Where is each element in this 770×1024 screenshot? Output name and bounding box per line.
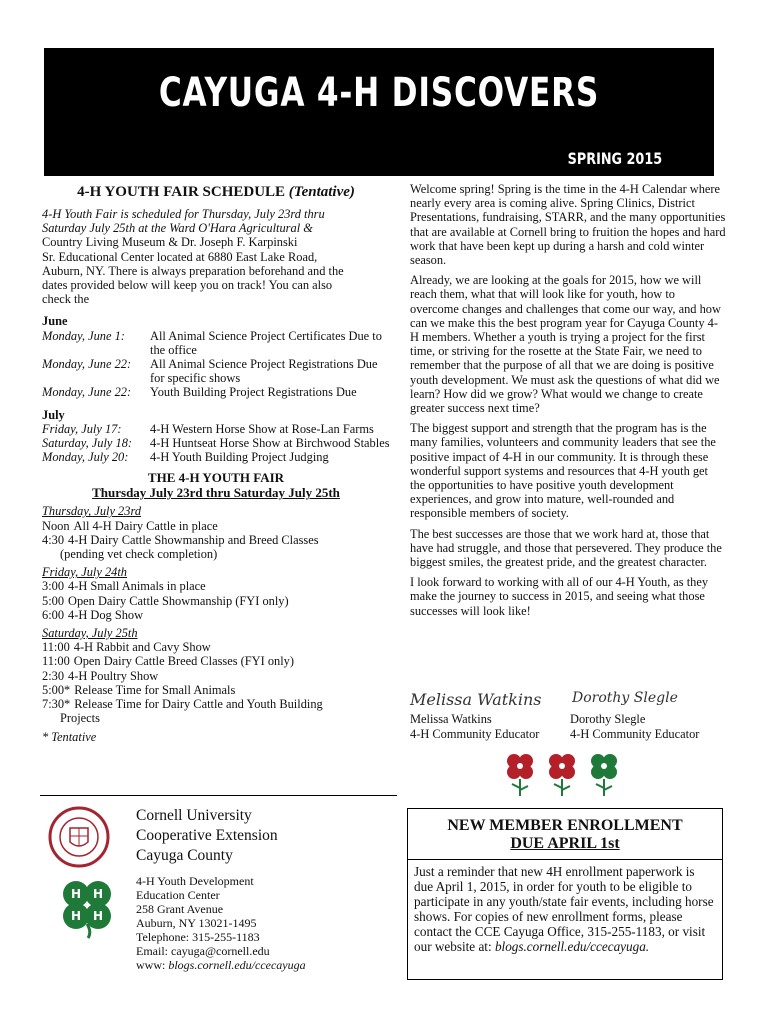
flower-icon <box>507 754 533 796</box>
website-link[interactable]: blogs.cornell.edu/ccecayuga <box>168 958 306 972</box>
event-time: 11:00 <box>42 654 70 669</box>
event-text: 4-H Rabbit and Cavy Show <box>73 640 211 655</box>
event-time: 7:30* <box>42 697 71 712</box>
fair-event <box>42 669 390 683</box>
signer-title-2: 4-H Community Educator <box>570 726 700 741</box>
event-text: All 4-H Dairy Cattle in place <box>73 518 218 533</box>
event-text: (pending vet check completion) <box>60 547 218 562</box>
schedule-event: 4-H Western Horse Show at Rose-Lan Farms <box>150 421 374 436</box>
signer-names <box>410 712 699 741</box>
fair-days <box>42 504 390 725</box>
intro-line: check the <box>42 292 90 307</box>
schedule-title: 4-H YOUTH FAIR SCHEDULE (Tentative) <box>77 184 355 200</box>
org-line-1: Cornell University <box>136 807 252 824</box>
intro-line: Sr. Educational Center located at 6880 East Lake Road, <box>42 249 318 264</box>
july-label: July <box>42 407 65 422</box>
web-label: www: <box>136 958 166 972</box>
4h-clover-icon <box>54 874 120 940</box>
event-time: 5:00* <box>42 682 71 697</box>
fair-event <box>42 683 390 697</box>
org-line-3: Cayuga County <box>136 847 233 864</box>
event-time: 2:30 <box>42 668 65 683</box>
enrollment-body: Just a reminder that new 4H enrollment paperwork is due April 1, 2015, in order for youth to be eligible to participate in any youth/state fair events, including horse shows. For copies of new enrollment forms, please contact the CCE Cayuga Office, 315-255-1183, or visit our website at: blogs.cornell.edu/ccecayuga. <box>414 864 714 954</box>
intro-line: 4-H Youth Fair is scheduled for Thursday, July 23rd thru <box>42 207 325 221</box>
signer-name-2: Dorothy Slegle <box>570 712 646 726</box>
enrollment-due: DUE APRIL 1st <box>510 835 620 852</box>
signature-watkins: Melissa Watkins <box>410 690 542 709</box>
schedule-row <box>42 436 390 450</box>
schedule-row <box>42 329 390 357</box>
fair-event <box>42 608 390 622</box>
schedule-date: Monday, June 22: <box>42 357 132 372</box>
flower-decoration <box>500 750 630 798</box>
intro-line: dates provided below will keep you on track! You can also <box>42 278 333 293</box>
address-line: Auburn, NY 13021-1495 <box>136 916 257 930</box>
svg-text:H: H <box>70 887 82 901</box>
event-text: 4-H Small Animals in place <box>68 579 206 594</box>
enrollment-title: NEW MEMBER ENROLLMENT <box>447 817 683 834</box>
intro-line: Saturday July 25th at the Ward O'Hara Agricultural & <box>42 221 313 236</box>
event-text: Projects <box>60 711 100 726</box>
schedule-event: 4-H Youth Building Project Judging <box>150 450 329 465</box>
schedule-event: Youth Building Project Registrations Due <box>150 385 357 400</box>
signature-slegle: Dorothy Slegle <box>572 690 678 706</box>
email-line: Email: cayuga@cornell.edu <box>136 944 270 958</box>
signer-title-1: 4-H Community Educator <box>410 726 540 741</box>
schedule-row <box>42 385 390 399</box>
cornell-seal-icon <box>48 806 110 868</box>
issue-season: SPRING 2015 <box>567 149 662 168</box>
welcome-paragraph: The best successes are those that we work hard at, those that have had struggle, and those that persevered. They produce the biggest smiles, the greatest pride, and the greatest character. <box>410 526 722 570</box>
flower-icon <box>549 754 575 796</box>
clover-flower-icon <box>591 754 617 796</box>
welcome-paragraph: Already, we are looking at the goals for 2015, how we will reach them, what that will look like for youth, how to overcome changes and challenges that come our way, and how can we make this the best program year for Cayuga County 4-H members. Whether a youth is trying a project for the first time, or striving for the rosette at the State Fair, we need to remember that the purpose of all that we are doing is positive youth development. We must ask the questions of what did we learn? How did we grow? What would we change to create greater success next time? <box>410 273 721 416</box>
schedule-event: All Animal Science Project Certificates Due to the office <box>150 328 382 357</box>
schedule-date: Monday, June 22: <box>42 385 132 400</box>
june-label: June <box>42 314 68 329</box>
event-time: 3:00 <box>42 579 65 594</box>
fair-event <box>42 697 390 711</box>
schedule-date: Monday, June 1: <box>42 328 125 343</box>
newsletter-title: CAYUGA 4-H DISCOVERS <box>158 70 600 116</box>
event-text: Open Dairy Cattle Showmanship (FYI only) <box>68 593 289 608</box>
welcome-paragraph: I look forward to working with all of our 4-H Youth, as they make the journey to success in 2015, and seeing what those successes will look like! <box>410 575 709 618</box>
phone-line: Telephone: 315-255-1183 <box>136 930 260 944</box>
welcome-letter <box>410 182 726 624</box>
event-text: 4-H Poultry Show <box>68 668 159 683</box>
fair-event <box>42 711 390 725</box>
event-text: 4-H Dog Show <box>68 607 144 622</box>
fair-event <box>42 533 390 547</box>
fair-day-heading: Friday, July 24th <box>42 565 127 580</box>
tentative-footnote: * Tentative <box>42 729 97 744</box>
schedule-event: 4-H Huntseat Horse Show at Birchwood Stables <box>150 436 390 451</box>
notice-rule <box>408 859 722 860</box>
org-line-2: Cooperative Extension <box>136 827 278 844</box>
intro-line: Country Living Museum & Dr. Joseph F. Karpinski <box>42 235 298 250</box>
event-time: 11:00 <box>42 640 70 655</box>
event-text: Release Time for Dairy Cattle and Youth Building <box>74 697 323 712</box>
fair-event <box>42 654 390 668</box>
address-line: 4-H Youth Development <box>136 874 254 888</box>
event-text: Open Dairy Cattle Breed Classes (FYI only) <box>73 654 294 669</box>
event-time: 4:30 <box>42 532 65 547</box>
schedule-event: All Animal Science Project Registrations Due for specific shows <box>150 357 378 386</box>
enrollment-notice <box>407 808 723 980</box>
fair-event <box>42 519 390 533</box>
address-line: Education Center <box>136 888 220 902</box>
june-schedule <box>42 329 390 400</box>
fair-schedule-column <box>42 182 390 744</box>
cornell-name <box>136 806 278 866</box>
fair-heading: THE 4-H YOUTH FAIR <box>147 470 285 486</box>
event-text: 4-H Dairy Cattle Showmanship and Breed Classes <box>68 532 319 547</box>
schedule-date: Friday, July 17: <box>42 421 122 436</box>
event-time: Noon <box>42 518 70 533</box>
july-schedule <box>42 422 390 465</box>
office-address <box>136 874 306 972</box>
fair-day-heading: Saturday, July 25th <box>42 626 138 641</box>
welcome-paragraph: Welcome spring! Spring is the time in the 4-H Calendar where nearly every area is coming alive. Spring Clinics, District Presentations, fundraising, STARR, and the many opportunities that are available at Cornell bring to fruition the hopes and hard work that have been kept up during a harsh and cold winter season. <box>410 182 726 268</box>
fair-event <box>42 579 390 593</box>
schedule-row <box>42 422 390 436</box>
fair-dates: Thursday July 23rd thru Saturday July 25th <box>92 485 340 501</box>
schedule-row <box>42 357 390 385</box>
schedule-date: Saturday, July 18: <box>42 436 133 451</box>
enrollment-link[interactable]: blogs.cornell.edu/ccecayuga. <box>494 939 650 954</box>
schedule-date: Monday, July 20: <box>42 450 129 465</box>
event-time: 5:00 <box>42 593 65 608</box>
schedule-intro <box>42 207 390 306</box>
masthead-banner <box>44 48 714 176</box>
section-divider <box>40 795 397 796</box>
intro-line: Auburn, NY. There is always preparation beforehand and the <box>42 263 344 278</box>
event-time: 6:00 <box>42 607 65 622</box>
svg-text:H: H <box>92 909 104 923</box>
signer-name-1: Melissa Watkins <box>410 712 492 726</box>
event-text: Release Time for Small Animals <box>74 682 236 697</box>
fair-event <box>42 640 390 654</box>
fair-event <box>42 594 390 608</box>
fair-day-heading: Thursday, July 23rd <box>42 504 142 519</box>
address-line: 258 Grant Avenue <box>136 902 224 916</box>
schedule-row <box>42 450 390 464</box>
svg-text:H: H <box>70 909 82 923</box>
fair-event <box>42 547 390 561</box>
welcome-paragraph: The biggest support and strength that the program has is the many families, volunteers and community leaders that see the positive impact of 4-H in our community. It is through these wonderful support systems and resources that 4-H youth get the opportunities to have positive youth development experiences, and grow into mature, well-rounded and responsible members of society. <box>410 421 716 521</box>
svg-text:H: H <box>92 887 104 901</box>
